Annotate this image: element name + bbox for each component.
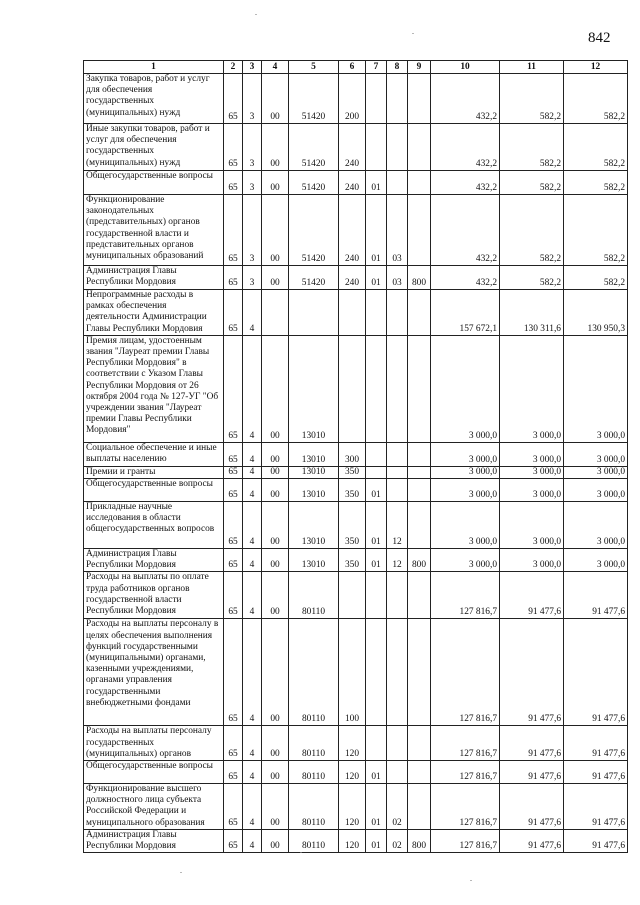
row-code-col8: 03 <box>387 266 408 290</box>
row-name: Администрация Главы Республики Мордовия <box>84 266 224 290</box>
row-code-col8 <box>387 124 408 171</box>
table-row <box>84 572 628 619</box>
row-amount-col12: 582,2 <box>564 171 628 195</box>
row-amount-col10: 432,2 <box>431 124 500 171</box>
row-code-col7 <box>366 74 387 124</box>
row-code-col5: 13010 <box>289 466 339 478</box>
row-code-col4: 00 <box>262 549 289 572</box>
table-row <box>84 195 628 266</box>
table-row <box>84 619 628 726</box>
row-amount-col12: 130 950,3 <box>564 290 628 336</box>
row-amount-col12: 3 000,0 <box>564 502 628 549</box>
row-code-col6: 240 <box>339 124 366 171</box>
table-row <box>84 502 628 549</box>
row-amount-col10: 432,2 <box>431 171 500 195</box>
row-code-col5: 80110 <box>289 830 339 853</box>
row-amount-col11: 3 000,0 <box>500 442 564 466</box>
row-code-col2: 65 <box>224 335 243 442</box>
row-code-col8: 12 <box>387 502 408 549</box>
row-name: Непрограммные расходы в рамках обеспечения деятельности Администрации Главы Республики Мордовия <box>84 290 224 336</box>
row-amount-col11: 91 477,6 <box>500 619 564 726</box>
row-code-col8: 02 <box>387 784 408 830</box>
row-code-col3: 3 <box>243 266 262 290</box>
row-code-col3: 4 <box>243 549 262 572</box>
row-code-col9 <box>408 442 431 466</box>
row-amount-col12: 91 477,6 <box>564 619 628 726</box>
row-code-col5: 80110 <box>289 761 339 784</box>
row-code-col9: 800 <box>408 830 431 853</box>
row-name: Общегосударственные вопросы <box>84 171 224 195</box>
row-code-col6: 120 <box>339 784 366 830</box>
row-code-col8 <box>387 761 408 784</box>
row-name: Премии и гранты <box>84 466 224 478</box>
row-code-col4: 00 <box>262 74 289 124</box>
row-code-col5: 13010 <box>289 502 339 549</box>
column-header: 2 <box>224 61 243 74</box>
row-code-col7 <box>366 442 387 466</box>
row-code-col8 <box>387 335 408 442</box>
row-code-col4: 00 <box>262 479 289 502</box>
row-amount-col12: 582,2 <box>564 266 628 290</box>
row-code-col3: 4 <box>243 572 262 619</box>
row-amount-col10: 127 816,7 <box>431 726 500 761</box>
table-row <box>84 442 628 466</box>
row-name: Расходы на выплаты по оплате труда работников органов государственной власти Республики Мордовия <box>84 572 224 619</box>
row-code-col8 <box>387 466 408 478</box>
row-code-col8 <box>387 619 408 726</box>
row-amount-col10: 127 816,7 <box>431 830 500 853</box>
row-code-col4: 00 <box>262 266 289 290</box>
row-code-col9: 800 <box>408 266 431 290</box>
row-code-col2: 65 <box>224 726 243 761</box>
column-header: 3 <box>243 61 262 74</box>
row-code-col8 <box>387 726 408 761</box>
row-amount-col11: 3 000,0 <box>500 479 564 502</box>
row-code-col3: 3 <box>243 171 262 195</box>
row-code-col3: 4 <box>243 726 262 761</box>
row-code-col8: 12 <box>387 549 408 572</box>
row-code-col7 <box>366 124 387 171</box>
row-code-col6 <box>339 335 366 442</box>
row-code-col6: 300 <box>339 442 366 466</box>
scan-speck <box>180 872 182 873</box>
row-code-col4: 00 <box>262 335 289 442</box>
row-amount-col10: 3 000,0 <box>431 479 500 502</box>
scan-speck <box>300 852 302 853</box>
row-code-col2: 65 <box>224 479 243 502</box>
row-code-col4: 00 <box>262 171 289 195</box>
row-code-col2: 65 <box>224 761 243 784</box>
table-row <box>84 479 628 502</box>
row-code-col4: 00 <box>262 442 289 466</box>
row-code-col4: 00 <box>262 572 289 619</box>
row-code-col8 <box>387 479 408 502</box>
row-name: Общегосударственные вопросы <box>84 761 224 784</box>
row-amount-col11: 3 000,0 <box>500 466 564 478</box>
row-code-col8 <box>387 572 408 619</box>
row-code-col9 <box>408 290 431 336</box>
row-code-col3: 4 <box>243 830 262 853</box>
row-amount-col10: 3 000,0 <box>431 335 500 442</box>
table-row <box>84 761 628 784</box>
table-row <box>84 74 628 124</box>
row-code-col2: 65 <box>224 171 243 195</box>
page-number: 842 <box>588 30 611 46</box>
row-code-col9 <box>408 466 431 478</box>
row-amount-col11: 582,2 <box>500 74 564 124</box>
row-code-col5: 80110 <box>289 726 339 761</box>
row-amount-col11: 91 477,6 <box>500 726 564 761</box>
row-code-col6: 240 <box>339 171 366 195</box>
table-row <box>84 335 628 442</box>
row-code-col7 <box>366 335 387 442</box>
row-code-col2: 65 <box>224 784 243 830</box>
row-code-col3: 3 <box>243 124 262 171</box>
row-code-col7: 01 <box>366 266 387 290</box>
row-code-col2: 65 <box>224 266 243 290</box>
row-code-col3: 4 <box>243 335 262 442</box>
row-name: Прикладные научные исследования в области общегосударственных вопросов <box>84 502 224 549</box>
row-code-col4: 00 <box>262 124 289 171</box>
row-code-col9 <box>408 171 431 195</box>
row-amount-col11: 91 477,6 <box>500 572 564 619</box>
scan-speck <box>470 880 472 881</box>
column-header: 4 <box>262 61 289 74</box>
row-name: Функционирование законодательных (представительных) органов государственной власти и представительных органов муниципальных образований <box>84 195 224 266</box>
row-code-col8 <box>387 442 408 466</box>
row-amount-col12: 582,2 <box>564 74 628 124</box>
table-row <box>84 466 628 478</box>
row-amount-col11: 3 000,0 <box>500 549 564 572</box>
row-code-col8 <box>387 74 408 124</box>
row-code-col9 <box>408 74 431 124</box>
row-code-col7 <box>366 572 387 619</box>
row-amount-col11: 582,2 <box>500 195 564 266</box>
row-code-col8: 03 <box>387 195 408 266</box>
row-code-col5: 80110 <box>289 572 339 619</box>
row-code-col7 <box>366 619 387 726</box>
row-amount-col11: 91 477,6 <box>500 830 564 853</box>
row-code-col9 <box>408 619 431 726</box>
row-code-col5: 51420 <box>289 74 339 124</box>
row-amount-col10: 127 816,7 <box>431 619 500 726</box>
row-code-col6: 240 <box>339 266 366 290</box>
row-code-col6: 240 <box>339 195 366 266</box>
row-code-col6 <box>339 572 366 619</box>
row-code-col7: 01 <box>366 784 387 830</box>
row-amount-col10: 3 000,0 <box>431 549 500 572</box>
row-code-col3: 4 <box>243 466 262 478</box>
row-code-col9 <box>408 502 431 549</box>
row-code-col7: 01 <box>366 761 387 784</box>
row-code-col3: 4 <box>243 290 262 336</box>
column-header: 1 <box>84 61 224 74</box>
row-code-col9 <box>408 784 431 830</box>
row-code-col7: 01 <box>366 502 387 549</box>
row-code-col3: 4 <box>243 479 262 502</box>
row-code-col8: 02 <box>387 830 408 853</box>
row-code-col6: 100 <box>339 619 366 726</box>
row-name: Иные закупки товаров, работ и услуг для обеспечения государственных (муниципальных) нужд <box>84 124 224 171</box>
row-amount-col11: 3 000,0 <box>500 335 564 442</box>
row-name: Администрация Главы Республики Мордовия <box>84 830 224 853</box>
row-amount-col12: 91 477,6 <box>564 830 628 853</box>
row-code-col4: 00 <box>262 619 289 726</box>
row-code-col4: 00 <box>262 784 289 830</box>
row-amount-col10: 3 000,0 <box>431 442 500 466</box>
row-code-col5: 80110 <box>289 784 339 830</box>
row-code-col2: 65 <box>224 195 243 266</box>
row-code-col5: 80110 <box>289 619 339 726</box>
row-amount-col11: 130 311,6 <box>500 290 564 336</box>
table-row <box>84 830 628 853</box>
table-body <box>84 74 628 853</box>
row-amount-col12: 3 000,0 <box>564 479 628 502</box>
row-amount-col10: 157 672,1 <box>431 290 500 336</box>
row-amount-col12: 91 477,6 <box>564 572 628 619</box>
row-amount-col10: 432,2 <box>431 195 500 266</box>
scan-speck <box>255 14 257 15</box>
row-code-col5: 13010 <box>289 479 339 502</box>
row-code-col2: 65 <box>224 442 243 466</box>
row-amount-col10: 3 000,0 <box>431 466 500 478</box>
table-row <box>84 784 628 830</box>
row-code-col7: 01 <box>366 195 387 266</box>
row-amount-col12: 3 000,0 <box>564 466 628 478</box>
row-code-col6: 350 <box>339 502 366 549</box>
column-header: 5 <box>289 61 339 74</box>
row-code-col9 <box>408 335 431 442</box>
table-row <box>84 290 628 336</box>
row-amount-col11: 582,2 <box>500 171 564 195</box>
row-code-col5: 13010 <box>289 335 339 442</box>
column-header: 9 <box>408 61 431 74</box>
row-code-col3: 4 <box>243 761 262 784</box>
row-code-col9 <box>408 761 431 784</box>
row-code-col9 <box>408 124 431 171</box>
row-amount-col12: 3 000,0 <box>564 442 628 466</box>
row-amount-col10: 127 816,7 <box>431 784 500 830</box>
row-code-col5: 13010 <box>289 549 339 572</box>
row-code-col3: 4 <box>243 442 262 466</box>
table-row <box>84 171 628 195</box>
row-amount-col11: 582,2 <box>500 266 564 290</box>
row-amount-col12: 582,2 <box>564 124 628 171</box>
row-code-col4: 00 <box>262 726 289 761</box>
table-header-row <box>84 61 628 74</box>
column-header: 10 <box>431 61 500 74</box>
row-code-col3: 4 <box>243 502 262 549</box>
table-row <box>84 726 628 761</box>
row-code-col5: 51420 <box>289 195 339 266</box>
row-code-col4: 00 <box>262 761 289 784</box>
row-code-col6: 120 <box>339 761 366 784</box>
row-code-col7 <box>366 290 387 336</box>
row-code-col7 <box>366 466 387 478</box>
row-amount-col12: 3 000,0 <box>564 335 628 442</box>
row-name: Социальное обеспечение и иные выплаты населению <box>84 442 224 466</box>
row-name: Закупка товаров, работ и услуг для обеспечения государственных (муниципальных) нужд <box>84 74 224 124</box>
row-code-col2: 65 <box>224 466 243 478</box>
row-code-col6: 200 <box>339 74 366 124</box>
row-code-col4: 00 <box>262 830 289 853</box>
row-code-col9: 800 <box>408 549 431 572</box>
row-code-col7 <box>366 726 387 761</box>
row-amount-col10: 432,2 <box>431 74 500 124</box>
row-amount-col12: 91 477,6 <box>564 784 628 830</box>
row-amount-col10: 127 816,7 <box>431 572 500 619</box>
row-name: Общегосударственные вопросы <box>84 479 224 502</box>
row-name: Премия лицам, удостоенным звания "Лауреат премии Главы Республики Мордовия" в соответствии с Указом Главы Республики Мордовия от 26 октября 2004 года № 127-УГ "Об учреждении звания "Лауреат премии Главы Республики Мордовия" <box>84 335 224 442</box>
column-header: 6 <box>339 61 366 74</box>
row-name: Расходы на выплаты персоналу в целях обеспечения выполнения функций государственными (муниципальными) органами, казенными учреждениями, органами управления государственными внебюджетными фондами <box>84 619 224 726</box>
table-row <box>84 549 628 572</box>
row-code-col6: 120 <box>339 830 366 853</box>
row-amount-col12: 582,2 <box>564 195 628 266</box>
table-row <box>84 266 628 290</box>
scan-speck <box>412 33 414 34</box>
row-code-col3: 4 <box>243 619 262 726</box>
row-code-col6: 350 <box>339 479 366 502</box>
row-code-col3: 3 <box>243 195 262 266</box>
row-code-col6: 120 <box>339 726 366 761</box>
row-amount-col12: 3 000,0 <box>564 549 628 572</box>
row-name: Функционирование высшего должностного лица субъекта Российской Федерации и муниципального образования <box>84 784 224 830</box>
row-code-col8 <box>387 171 408 195</box>
row-code-col2: 65 <box>224 74 243 124</box>
row-code-col4 <box>262 290 289 336</box>
column-header: 8 <box>387 61 408 74</box>
row-code-col9 <box>408 195 431 266</box>
row-name: Администрация Главы Республики Мордовия <box>84 549 224 572</box>
budget-table <box>83 60 628 853</box>
row-code-col9 <box>408 572 431 619</box>
row-name: Расходы на выплаты персоналу государственных (муниципальных) органов <box>84 726 224 761</box>
row-code-col6: 350 <box>339 466 366 478</box>
row-code-col2: 65 <box>224 549 243 572</box>
row-amount-col11: 582,2 <box>500 124 564 171</box>
row-code-col5 <box>289 290 339 336</box>
row-code-col8 <box>387 290 408 336</box>
row-amount-col11: 3 000,0 <box>500 502 564 549</box>
column-header: 12 <box>564 61 628 74</box>
row-code-col7: 01 <box>366 479 387 502</box>
row-code-col5: 51420 <box>289 171 339 195</box>
row-code-col5: 51420 <box>289 266 339 290</box>
row-amount-col11: 91 477,6 <box>500 761 564 784</box>
row-code-col6 <box>339 290 366 336</box>
column-header: 7 <box>366 61 387 74</box>
row-amount-col10: 3 000,0 <box>431 502 500 549</box>
row-code-col2: 65 <box>224 124 243 171</box>
column-header: 11 <box>500 61 564 74</box>
row-code-col4: 00 <box>262 195 289 266</box>
row-code-col3: 4 <box>243 784 262 830</box>
row-amount-col12: 91 477,6 <box>564 761 628 784</box>
row-code-col7: 01 <box>366 549 387 572</box>
row-code-col2: 65 <box>224 290 243 336</box>
row-amount-col12: 91 477,6 <box>564 726 628 761</box>
row-amount-col10: 432,2 <box>431 266 500 290</box>
row-amount-col11: 91 477,6 <box>500 784 564 830</box>
row-code-col4: 00 <box>262 502 289 549</box>
row-code-col3: 3 <box>243 74 262 124</box>
row-code-col2: 65 <box>224 619 243 726</box>
row-code-col4: 00 <box>262 466 289 478</box>
row-code-col9 <box>408 726 431 761</box>
row-code-col2: 65 <box>224 572 243 619</box>
row-amount-col10: 127 816,7 <box>431 761 500 784</box>
table-row <box>84 124 628 171</box>
row-code-col7: 01 <box>366 171 387 195</box>
row-code-col7: 01 <box>366 830 387 853</box>
row-code-col5: 13010 <box>289 442 339 466</box>
row-code-col9 <box>408 479 431 502</box>
row-code-col2: 65 <box>224 502 243 549</box>
row-code-col6: 350 <box>339 549 366 572</box>
row-code-col2: 65 <box>224 830 243 853</box>
row-code-col5: 51420 <box>289 124 339 171</box>
